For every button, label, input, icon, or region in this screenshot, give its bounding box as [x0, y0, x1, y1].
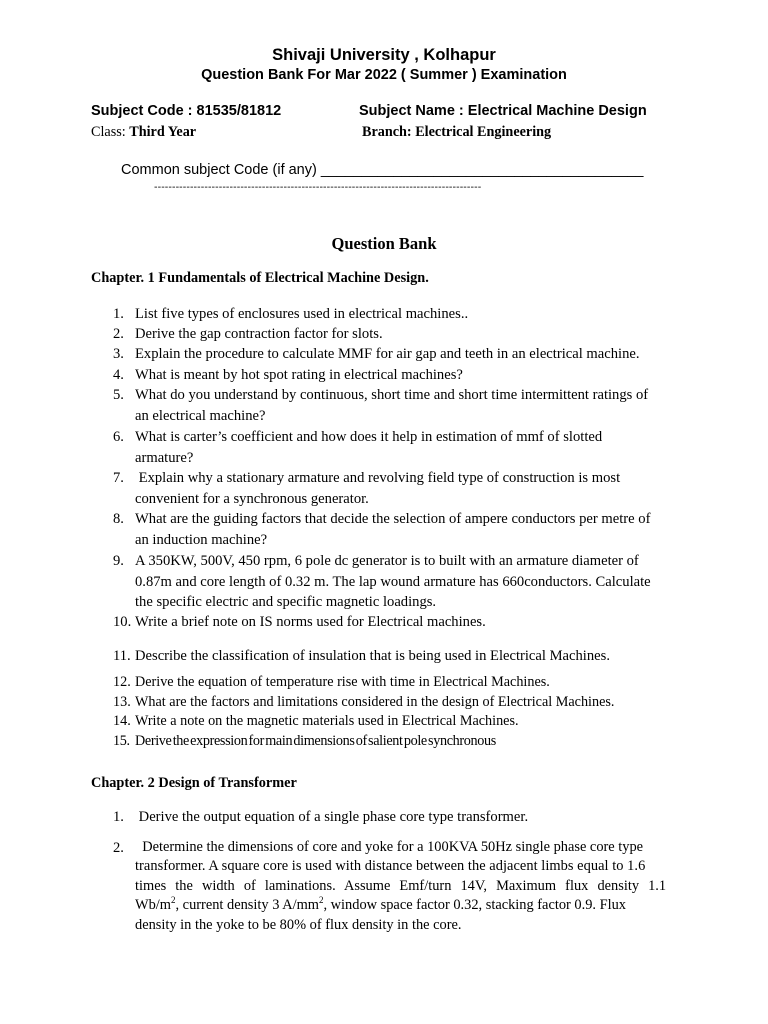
current-density-text: , current density 3 A/mm — [175, 897, 319, 914]
question-line: 0.87m and core length of 0.32 m. The lap wound armature has 660conductors. Calculate — [135, 573, 651, 590]
question-line — [135, 896, 678, 915]
question-line: Derive the equation of temperature rise with time in Electrical Machines. — [135, 674, 550, 690]
chapter1-question-4 — [113, 365, 673, 386]
question-number: 1. — [113, 306, 124, 322]
chapter1-question-13 — [113, 692, 673, 713]
question-text — [135, 427, 602, 468]
question-number: 14. — [113, 713, 131, 729]
chapter1-question-10 — [113, 612, 673, 633]
question-line: What is meant by hot spot rating in electrical machines? — [135, 367, 463, 383]
chapter1-question-2 — [113, 324, 673, 345]
question-text — [135, 344, 640, 365]
question-number: 12. — [113, 674, 131, 690]
common-subject-code: Common subject Code (if any) ________________________________________ — [121, 162, 644, 178]
chapter1-question-9 — [113, 551, 673, 613]
question-line: density in the yoke to be 80% of flux density in the core. — [135, 916, 462, 933]
question-line: What do you understand by continuous, short time and short time intermittent ratings of — [135, 387, 649, 403]
question-number: 10. — [113, 614, 132, 630]
question-line: Write a note on the magnetic materials used in Electrical Machines. — [135, 713, 519, 729]
unit-wb: Wb/m — [135, 897, 171, 914]
question-line: List five types of enclosures used in electrical machines.. — [135, 306, 469, 322]
university-name: Shivaji University , Kolhapur — [272, 46, 496, 64]
subject-code: Subject Code : 81535/81812 — [91, 103, 282, 119]
question-number: 4. — [113, 367, 124, 383]
question-line: transformer. A square core is used with distance between the adjacent limbs equal to 1.6 — [135, 858, 646, 875]
question-line: the specific electric and specific magnetic loadings. — [135, 594, 437, 611]
question-number: 6. — [113, 429, 124, 445]
question-text — [135, 731, 496, 752]
question-line: Determine the dimensions of core and yoke for a 100KVA 50Hz single phase core type — [135, 839, 644, 855]
question-line: What are the factors and limitations considered in the design of Electrical Machines. — [135, 694, 615, 710]
question-text-tail: , window space factor 0.32, stacking factor 0.9. Flux — [323, 897, 626, 914]
question-text — [135, 304, 468, 325]
question-number: 1. — [113, 809, 124, 825]
question-text — [135, 711, 519, 732]
question-number: 15. — [113, 733, 130, 749]
question-text — [135, 324, 383, 345]
question-line: What are the guiding factors that decide the selection of ampere conductors per metre of — [135, 511, 651, 527]
question-text — [135, 692, 614, 713]
question-line: Explain why a stationary armature and revolving field type of construction is most — [135, 470, 621, 486]
class-value: Third Year — [129, 124, 197, 140]
question-text — [135, 551, 651, 613]
question-line: A 350KW, 500V, 450 rpm, 6 pole dc generator is to built with an armature diameter of — [135, 553, 639, 569]
question-text — [135, 509, 650, 550]
question-line: armature? — [135, 449, 194, 466]
question-line: What is carter’s coefficient and how does it help in estimation of mmf of slotted — [135, 429, 603, 445]
question-number: 8. — [113, 511, 124, 527]
chapter1-question-5 — [113, 385, 673, 426]
question-number: 7. — [113, 470, 124, 486]
chapter2-question-2 — [113, 838, 678, 938]
page-title: Question Bank — [331, 234, 437, 253]
divider: ------------------------------------------------------------------------------------------- — [154, 181, 482, 193]
question-number: 13. — [113, 694, 131, 710]
subject-name: Subject Name : Electrical Machine Design — [359, 103, 647, 119]
question-line: Explain the procedure to calculate MMF for air gap and teeth in an electrical machine. — [135, 346, 640, 362]
chapter1-question-11 — [113, 646, 673, 667]
question-number: 2. — [113, 326, 124, 342]
chapter1-question-15 — [113, 731, 673, 752]
question-number: 5. — [113, 387, 124, 403]
question-text — [135, 838, 678, 935]
question-number: 11. — [113, 648, 131, 664]
chapter1-question-3 — [113, 344, 673, 365]
chapter1-question-6 — [113, 427, 673, 468]
class-line — [91, 124, 196, 141]
question-line: Describe the classification of insulation that is being used in Electrical Machines. — [135, 648, 610, 664]
question-text — [135, 468, 620, 509]
superscript: 2 — [318, 895, 324, 906]
question-line: Derive the gap contraction factor for slots. — [135, 326, 383, 342]
chapter1-question-14 — [113, 711, 673, 732]
chapter1-heading: Chapter. 1 Fundamentals of Electrical Machine Design. — [91, 270, 429, 286]
question-text — [135, 612, 486, 633]
question-line: Derive the expression for main dimensions of salient pole synchronous — [135, 733, 496, 749]
question-number: 9. — [113, 553, 124, 569]
question-number: 3. — [113, 346, 124, 362]
question-text — [135, 646, 610, 667]
question-text — [135, 365, 463, 386]
question-line: times the width of laminations. Assume Emf/turn 14V, Maximum flux density 1.1 — [135, 877, 667, 894]
question-line: Write a brief note on IS norms used for Electrical machines. — [135, 614, 486, 630]
exam-title: Question Bank For Mar 2022 ( Summer ) Examination — [201, 67, 567, 83]
class-label: Class: — [91, 124, 130, 140]
superscript: 2 — [170, 895, 176, 906]
question-text — [135, 385, 648, 426]
chapter1-question-12 — [113, 672, 673, 693]
question-number: 2. — [113, 840, 124, 856]
chapter2-question-1 — [113, 807, 673, 828]
question-text: Derive the output equation of a single phase core type transformer. — [135, 809, 529, 825]
question-line: an induction machine? — [135, 531, 268, 548]
chapter1-question-8 — [113, 509, 673, 550]
question-line: an electrical machine? — [135, 407, 266, 424]
question-text — [135, 672, 550, 693]
chapter1-question-7 — [113, 468, 673, 509]
branch: Branch: Electrical Engineering — [362, 124, 552, 140]
chapter2-heading: Chapter. 2 Design of Transformer — [91, 775, 297, 791]
chapter1-question-1 — [113, 304, 673, 325]
question-line: convenient for a synchronous generator. — [135, 490, 369, 507]
